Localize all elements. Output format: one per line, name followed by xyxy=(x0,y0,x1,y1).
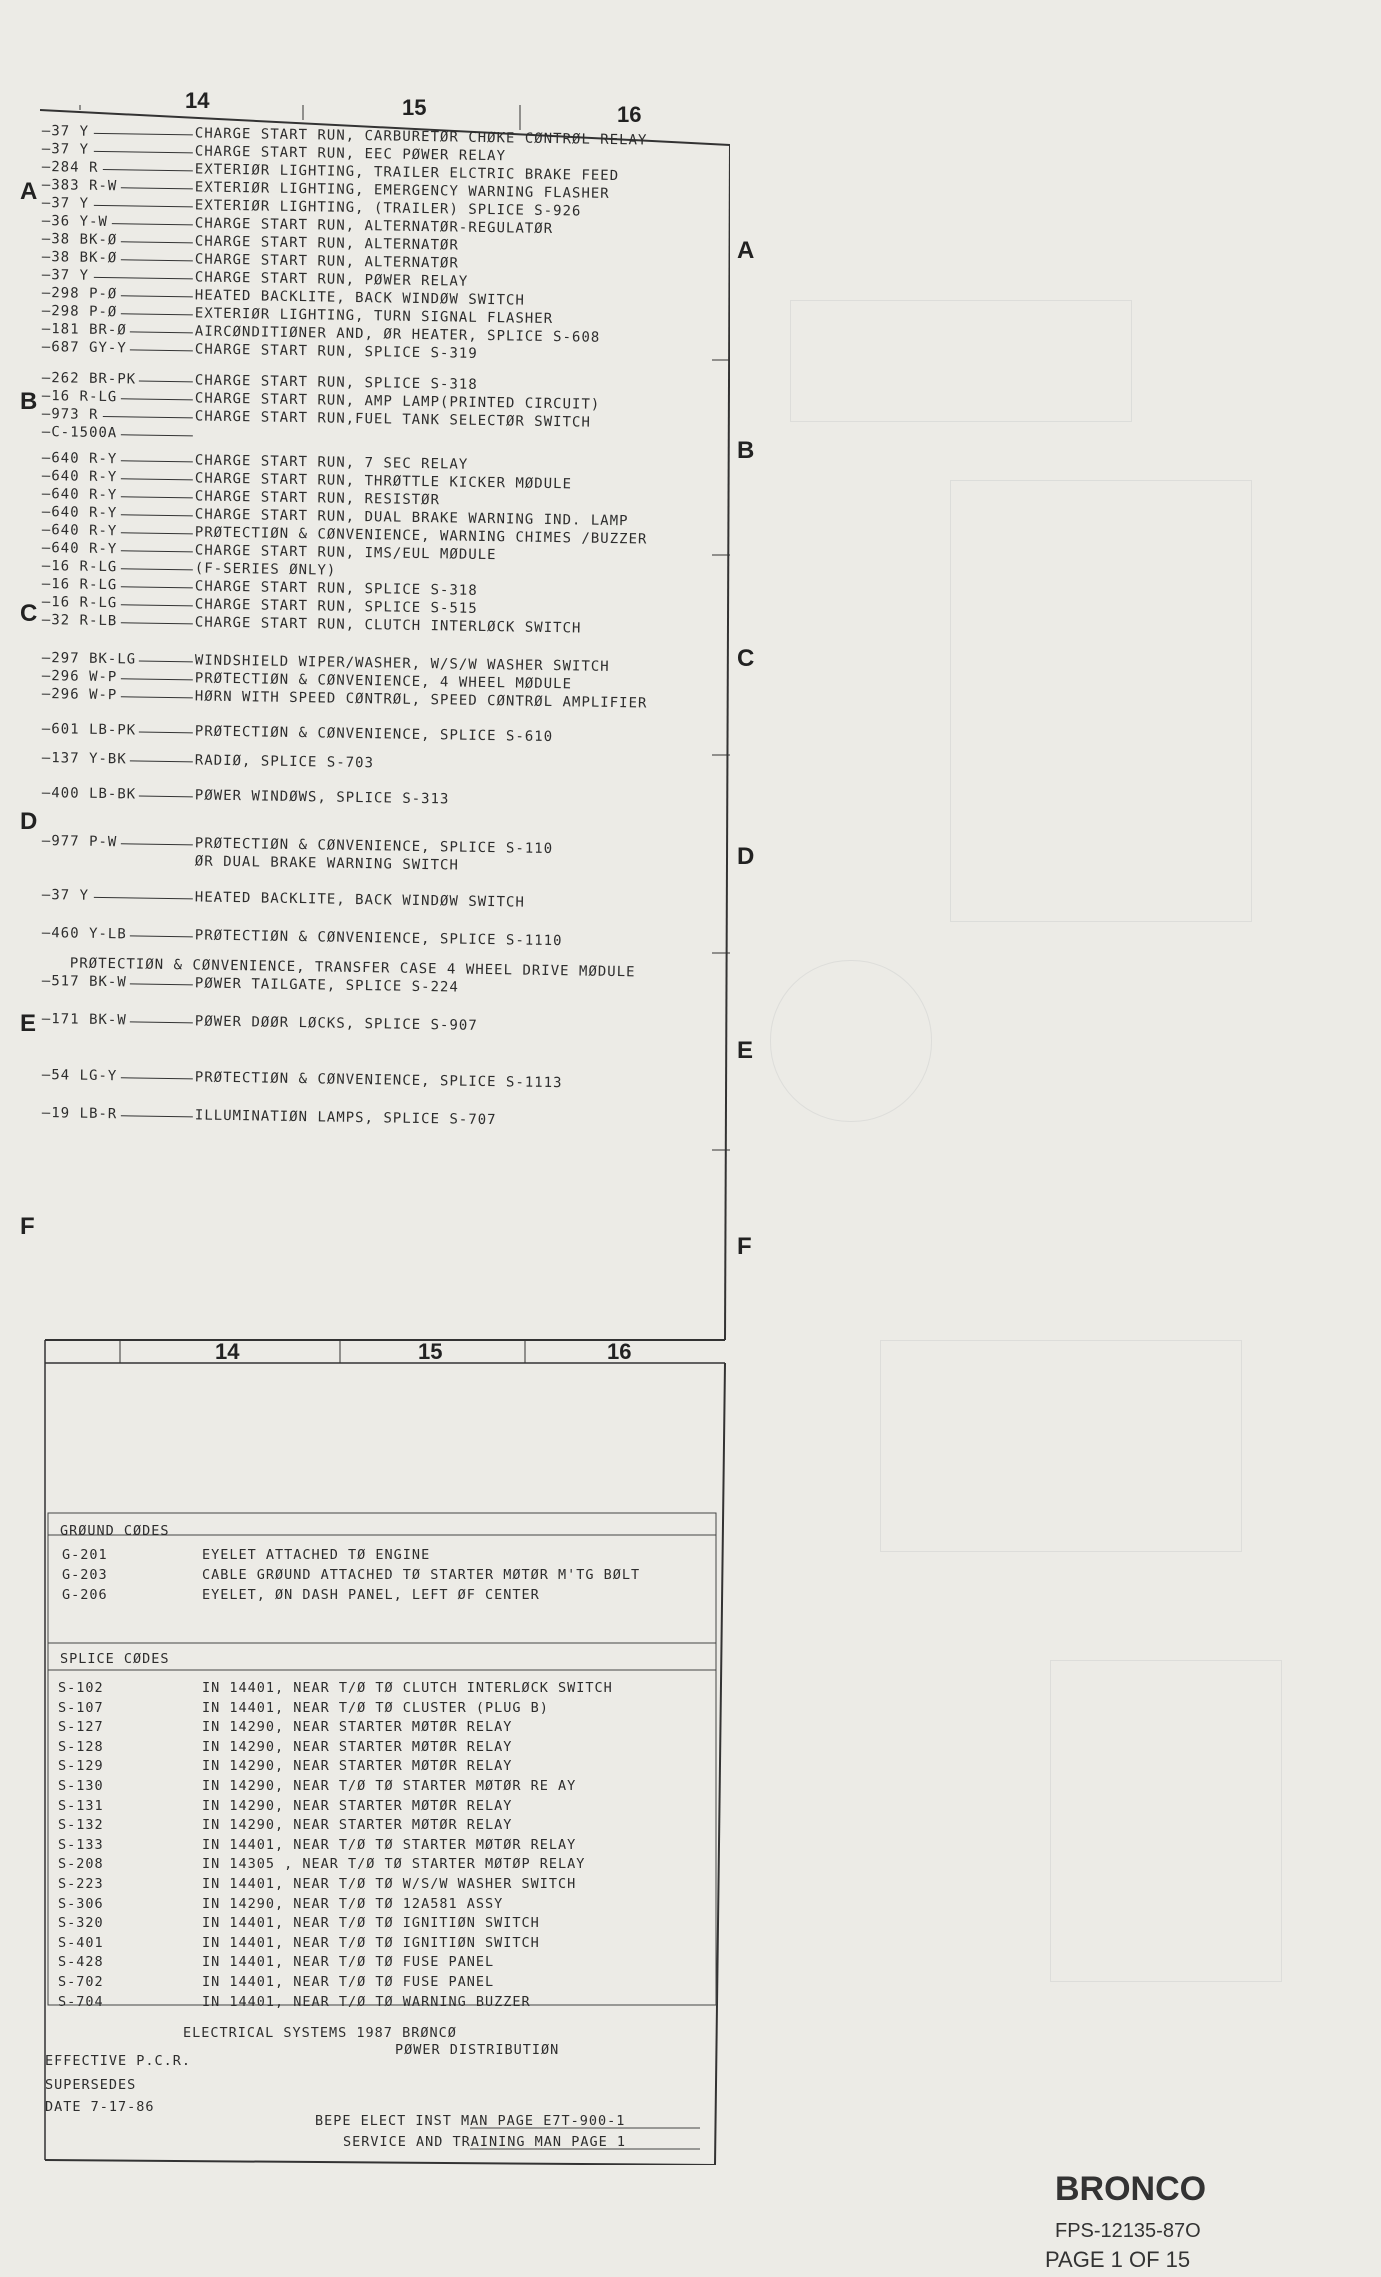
row-letter: B xyxy=(737,437,755,464)
column-number: 14 xyxy=(185,88,210,113)
wire-code: —296 W-P xyxy=(41,668,118,686)
splice-code: S-223 xyxy=(58,1876,104,1892)
row-letter: A xyxy=(737,237,755,264)
wire-destination: PRØTECTIØN & CØNVENIENCE, TRANSFER CASE 4 WHEEL DRIVE MØDULE xyxy=(69,955,636,981)
splice-code: S-128 xyxy=(58,1738,104,1755)
wire-destination: PRØTECTIØN & CØNVENIENCE, 4 WHEEL MØDULE xyxy=(194,670,573,693)
wire-destination: HEATED BACKLITE, BACK WINDØW SWITCH xyxy=(194,287,525,309)
wire-code: —973 R xyxy=(41,406,99,423)
wire-code: —640 R-Y xyxy=(41,450,118,468)
column-number: 15 xyxy=(402,95,427,120)
row-letter: E xyxy=(20,1010,37,1037)
wire-destination: PØWER WINDØWS, SPLICE S-313 xyxy=(194,787,450,808)
row-letter: D xyxy=(20,808,38,835)
wire-code: —16 R-LG xyxy=(41,576,118,594)
splice-code-description: IN 14401, NEAR T/Ø TØ CLUSTER (PLUG B) xyxy=(202,1699,549,1716)
wire-code: —262 BR-PK xyxy=(41,370,137,388)
wire-code: —298 P-Ø xyxy=(41,303,118,321)
wire-destination: PRØTECTIØN & CØNVENIENCE, WARNING CHIMES /BUZZER xyxy=(194,524,648,548)
wire-code: —37 Y xyxy=(41,887,90,904)
wire-code: —32 R-LB xyxy=(41,612,118,630)
wire-code: —C-1500A xyxy=(41,424,118,442)
splice-code-description: IN 14290, NEAR STARTER MØTØR RELAY xyxy=(202,1797,513,1814)
bepe-manual-page: BEPE ELECT INST MAN PAGE E7T-900-1 xyxy=(315,2113,626,2129)
wire-destination: CHARGE START RUN, 7 SEC RELAY xyxy=(194,452,469,473)
wire-code: —16 R-LG xyxy=(41,594,118,612)
splice-code: S-132 xyxy=(58,1817,104,1834)
splice-code-description: IN 14401, NEAR T/Ø TØ W/S/W WASHER SWITCH xyxy=(202,1876,577,1892)
wire-code: —37 Y xyxy=(41,195,90,212)
brand-name: BRONCO xyxy=(1055,2170,1207,2208)
splice-code-description: IN 14290, NEAR STARTER MØTØR RELAY xyxy=(202,1719,513,1736)
splice-code: S-130 xyxy=(58,1778,104,1794)
wire-code: —640 R-Y xyxy=(41,504,118,522)
ground-codes-title: GRØUND CØDES xyxy=(60,1523,170,1539)
page-number: PAGE 1 OF 15 xyxy=(1045,2247,1191,2272)
wire-destination: PRØTECTIØN & CØNVENIENCE, SPLICE S-1110 xyxy=(194,927,563,950)
effective-pcr: EFFECTIVE P.C.R. xyxy=(45,2053,192,2069)
wire-destination: EXTERIØR LIGHTING, EMERGENCY WARNING FLASHER xyxy=(194,179,610,202)
splice-code: S-702 xyxy=(58,1974,104,1990)
row-letter: C xyxy=(20,600,38,627)
ground-code: G-203 xyxy=(62,1567,108,1583)
row-letter: D xyxy=(737,843,755,870)
wire-code: —38 BK-Ø xyxy=(41,231,118,249)
wire-destination: PØWER TAILGATE, SPLICE S-224 xyxy=(194,975,459,996)
splice-code: S-107 xyxy=(58,1699,104,1716)
title-line-2: PØWER DISTRIBUTIØN xyxy=(395,2042,560,2058)
wire-code: —640 R-Y xyxy=(41,522,118,540)
wire-code: —601 LB-PK xyxy=(41,721,137,739)
wire-code: —37 Y xyxy=(41,123,90,140)
splice-code-description: IN 14290, NEAR T/Ø TØ STARTER MØTØR RE AY xyxy=(202,1778,577,1794)
wire-destination: CHARGE START RUN, RESISTØR xyxy=(194,488,441,509)
wire-destination: CHARGE START RUN, THRØTTLE KICKER MØDULE xyxy=(194,470,573,493)
wire-destination: ØR DUAL BRAKE WARNING SWITCH xyxy=(194,853,459,874)
wire-code: —171 BK-W xyxy=(41,1011,127,1029)
wire-code: —54 LG-Y xyxy=(41,1067,118,1085)
row-letter: B xyxy=(20,388,38,415)
wire-code: —296 W-P xyxy=(41,686,118,704)
splice-code: S-428 xyxy=(58,1954,104,1971)
splice-code: S-129 xyxy=(58,1758,104,1775)
splice-code-description: IN 14290, NEAR T/Ø TØ 12A581 ASSY xyxy=(202,1895,504,1912)
wire-code: —37 Y xyxy=(41,267,90,284)
wire-destination: CHARGE START RUN, SPLICE S-318 xyxy=(194,372,478,393)
wire-destination: (F-SERIES ØNLY) xyxy=(194,560,337,579)
splice-code: S-704 xyxy=(58,1993,104,2010)
wire-code: —37 Y xyxy=(41,141,90,158)
wire-code: —284 R xyxy=(41,159,99,176)
ground-code: G-206 xyxy=(62,1587,108,1603)
row-letter: A xyxy=(20,178,38,205)
wire-destination: AIRCØNDITIØNER AND, ØR HEATER, SPLICE S-608 xyxy=(194,323,601,346)
column-number: 14 xyxy=(215,1339,240,1364)
wire-code: —640 R-Y xyxy=(41,468,118,486)
wire-destination: CHARGE START RUN, DUAL BRAKE WARNING IND. LAMP xyxy=(194,506,629,530)
wire-code: —640 R-Y xyxy=(41,540,118,558)
wire-destination: CHARGE START RUN, SPLICE S-515 xyxy=(194,596,478,617)
wire-code: —400 LB-BK xyxy=(41,785,137,803)
ground-code-description: EYELET, ØN DASH PANEL, LEFT ØF CENTER xyxy=(202,1587,540,1603)
splice-code-description: IN 14401, NEAR T/Ø TØ FUSE PANEL xyxy=(202,1974,495,1990)
wire-destination: PØWER DØØR LØCKS, SPLICE S-907 xyxy=(194,1013,478,1034)
splice-code: S-102 xyxy=(58,1680,104,1696)
wire-destination: PRØTECTIØN & CØNVENIENCE, SPLICE S-110 xyxy=(194,835,554,858)
wire-destination: WINDSHIELD WIPER/WASHER, W/S/W WASHER SWITCH xyxy=(194,652,610,675)
splice-code-description: IN 14290, NEAR STARTER MØTØR RELAY xyxy=(202,1738,513,1755)
wire-destination: CHARGE START RUN, AMP LAMP(PRINTED CIRCUIT) xyxy=(194,390,601,413)
splice-code-description: IN 14401, NEAR T/Ø TØ CLUTCH INTERLØCK SWITCH xyxy=(202,1680,613,1696)
wiring-chart-frame xyxy=(40,88,730,2165)
wire-destination: RADIØ, SPLICE S-703 xyxy=(194,752,375,772)
column-number: 15 xyxy=(418,1339,443,1364)
wire-destination: PRØTECTIØN & CØNVENIENCE, SPLICE S-610 xyxy=(194,723,554,746)
wire-code: —16 R-LG xyxy=(41,388,118,406)
wire-destination: CHARGE START RUN, CLUTCH INTERLØCK SWITCH xyxy=(194,614,582,637)
wire-code: —181 BR-Ø xyxy=(41,321,127,339)
splice-code: S-133 xyxy=(58,1836,104,1853)
wire-code: —19 LB-R xyxy=(41,1105,118,1123)
wire-destination: CHARGE START RUN, SPLICE S-318 xyxy=(194,578,478,599)
row-letter: E xyxy=(737,1037,754,1064)
wire-code: —38 BK-Ø xyxy=(41,249,118,267)
splice-code-description: IN 14401, NEAR T/Ø TØ IGNITIØN SWITCH xyxy=(202,1934,540,1951)
title-line-1: ELECTRICAL SYSTEMS 1987 BRØNCØ xyxy=(183,2025,457,2041)
wire-destination: EXTERIØR LIGHTING, TURN SIGNAL FLASHER xyxy=(194,305,554,328)
wire-destination: CHARGE START RUN, ALTERNATØR xyxy=(194,251,459,272)
wire-code: —36 Y-W xyxy=(41,213,109,231)
column-number: 16 xyxy=(617,102,642,127)
splice-code-description: IN 14290, NEAR STARTER MØTØR RELAY xyxy=(202,1817,513,1834)
splice-code-description: IN 14401, NEAR T/Ø TØ STARTER MØTØR RELAY xyxy=(202,1836,577,1853)
wire-destination: CHARGE START RUN, IMS/EUL MØDULE xyxy=(194,542,497,564)
wire-code: —977 P-W xyxy=(41,833,118,851)
splice-code: S-320 xyxy=(58,1915,104,1932)
supersedes: SUPERSEDES xyxy=(45,2077,137,2093)
wire-code: —137 Y-BK xyxy=(41,750,127,768)
wire-code: —640 R-Y xyxy=(41,486,118,504)
row-letter: C xyxy=(737,645,755,672)
wire-code: —383 R-W xyxy=(41,177,118,195)
splice-code-description: IN 14401, NEAR T/Ø TØ FUSE PANEL xyxy=(202,1954,495,1971)
wire-destination: EXTERIØR LIGHTING, (TRAILER) SPLICE S-926 xyxy=(194,197,582,220)
wire-destination: EXTERIØR LIGHTING, TRAILER ELCTRIC BRAKE FEED xyxy=(194,161,620,185)
row-letter: F xyxy=(20,1213,35,1240)
wire-code: —298 P-Ø xyxy=(41,285,118,303)
wire-code: —16 R-LG xyxy=(41,558,118,576)
wire-destination: CHARGE START RUN, EEC PØWER RELAY xyxy=(194,143,507,165)
splice-code-description: IN 14290, NEAR STARTER MØTØR RELAY xyxy=(202,1758,513,1775)
splice-codes-title: SPLICE CØDES xyxy=(60,1651,170,1667)
column-number: 16 xyxy=(607,1339,632,1364)
wire-destination: CHARGE START RUN, SPLICE S-319 xyxy=(194,341,478,362)
wire-destination: CHARGE START RUN,FUEL TANK SELECTØR SWITCH xyxy=(194,408,591,431)
splice-code-description: IN 14401, NEAR T/Ø TØ WARNING BUZZER xyxy=(202,1993,531,2010)
doc-number: FPS-12135-87O xyxy=(1055,2220,1201,2242)
splice-code: S-131 xyxy=(58,1797,104,1814)
wire-destination: ILLUMINATIØN LAMPS, SPLICE S-707 xyxy=(194,1107,497,1129)
wire-destination: CHARGE START RUN, ALTERNATØR xyxy=(194,233,459,254)
wire-destination: CHARGE START RUN, ALTERNATØR-REGULATØR xyxy=(194,215,554,238)
service-manual-page: SERVICE AND TRAINING MAN PAGE 1 xyxy=(343,2134,626,2150)
ground-code-description: CABLE GRØUND ATTACHED TØ STARTER MØTØR M'TG BØLT xyxy=(202,1567,641,1583)
wire-code: —517 BK-W xyxy=(41,973,127,991)
wire-code: —297 BK-LG xyxy=(41,650,137,668)
wire-destination: CHARGE START RUN, CARBURETØR CHØKE CØNTRØL RELAY xyxy=(194,125,648,149)
ground-code: G-201 xyxy=(62,1547,108,1563)
wire-destination: PRØTECTIØN & CØNVENIENCE, SPLICE S-1113 xyxy=(194,1069,563,1092)
wire-code: —687 GY-Y xyxy=(41,339,127,357)
revision-date: DATE 7-17-86 xyxy=(45,2099,155,2115)
splice-code-description: IN 14305 , NEAR T/Ø TØ STARTER MØTØP RELAY xyxy=(202,1856,586,1873)
wire-destination: HEATED BACKLITE, BACK WINDØW SWITCH xyxy=(194,889,525,911)
ground-code-description: EYELET ATTACHED TØ ENGINE xyxy=(202,1547,431,1563)
splice-code-description: IN 14401, NEAR T/Ø TØ IGNITIØN SWITCH xyxy=(202,1915,540,1932)
faded-wiring-diagram xyxy=(730,60,1350,2080)
wire-code: —460 Y-LB xyxy=(41,925,127,943)
wire-destination: HØRN WITH SPEED CØNTRØL, SPEED CØNTRØL AMPLIFIER xyxy=(194,688,648,712)
splice-code: S-208 xyxy=(58,1856,104,1873)
splice-code: S-401 xyxy=(58,1934,104,1951)
splice-code: S-306 xyxy=(58,1895,104,1912)
splice-code: S-127 xyxy=(58,1719,104,1736)
row-letter: F xyxy=(737,1233,752,1260)
wire-destination: CHARGE START RUN, PØWER RELAY xyxy=(194,269,469,290)
